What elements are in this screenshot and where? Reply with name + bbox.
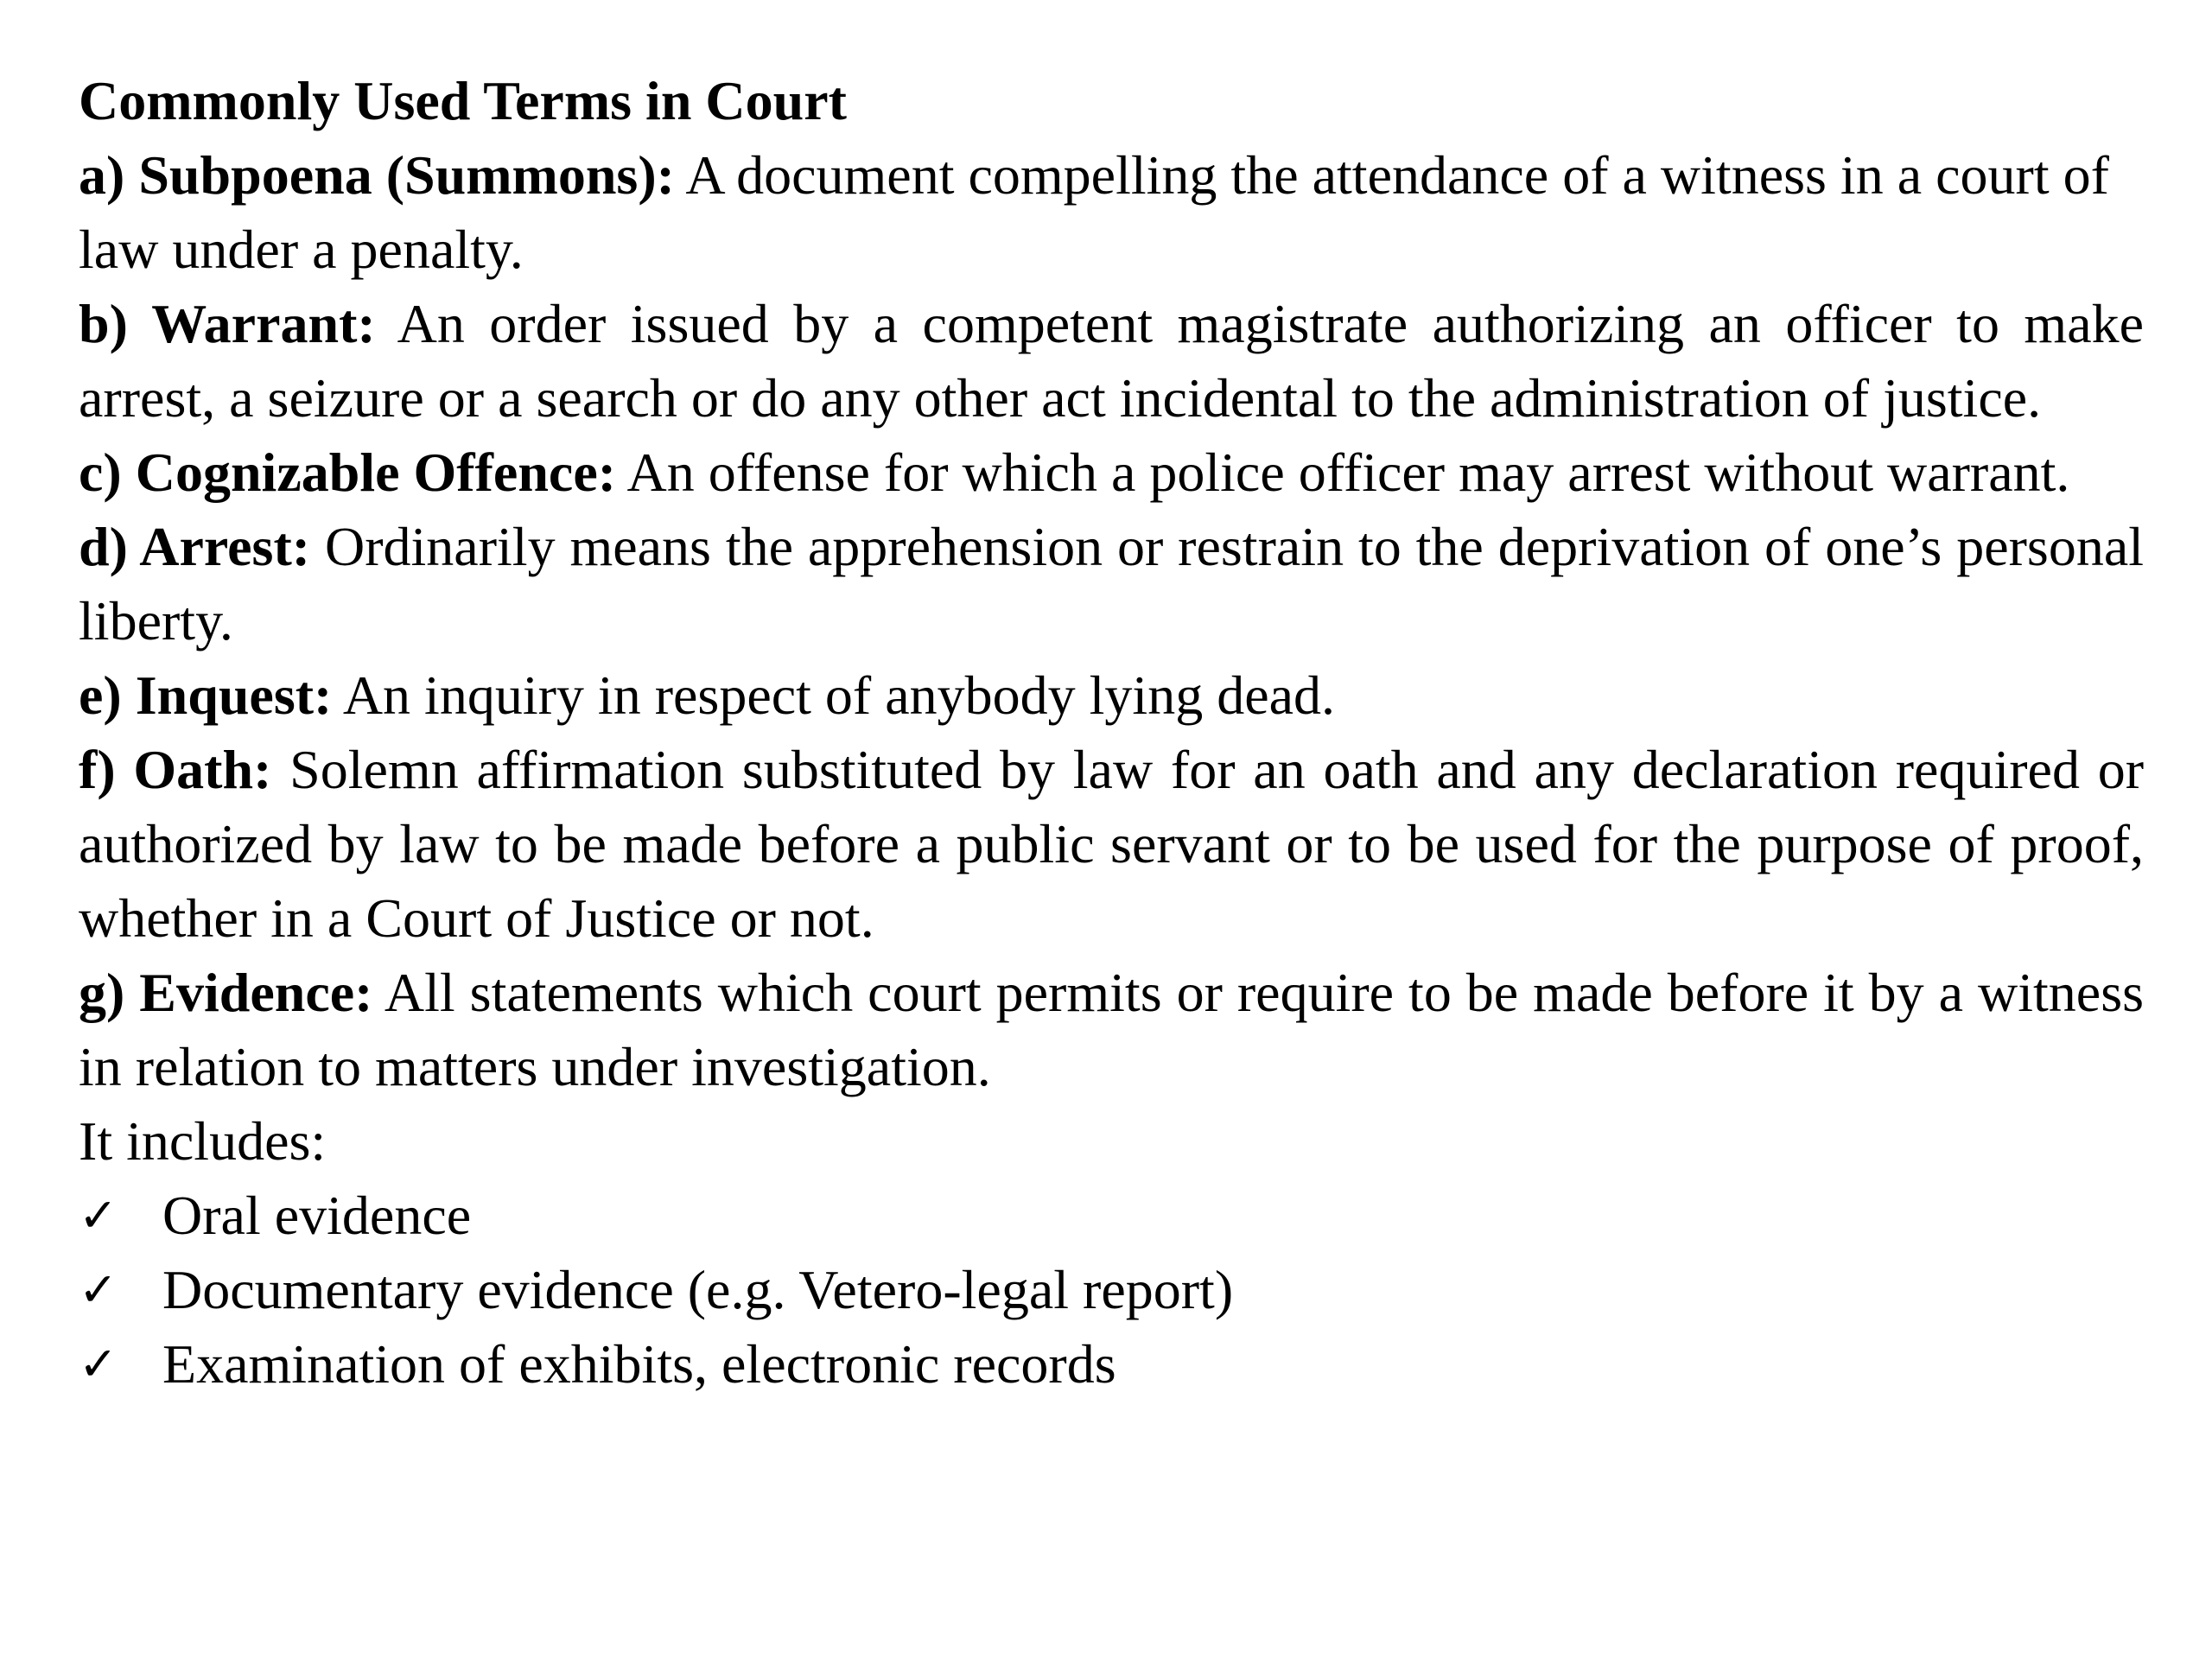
term-label: a) Subpoena (Summons): bbox=[79, 144, 675, 206]
checkmark-icon: ✓ bbox=[79, 1262, 118, 1317]
list-item bbox=[79, 1327, 2144, 1402]
term-label: g) Evidence: bbox=[79, 962, 373, 1023]
list-item bbox=[79, 1253, 2144, 1327]
term-definition: An order issued by a competent magistrate authorizing an officer to make arrest, a seizure or a search or do any other act incidental to the administration of justice. bbox=[79, 293, 2145, 429]
checkmark-icon: ✓ bbox=[79, 1337, 118, 1391]
list-item-text: Oral evidence bbox=[162, 1185, 472, 1246]
term-label: f) Oath: bbox=[79, 739, 272, 800]
includes-label: It includes: bbox=[79, 1110, 327, 1172]
term-arrest bbox=[79, 510, 2144, 658]
list-item-text: Documentary evidence (e.g. Vetero-legal report) bbox=[162, 1259, 1234, 1320]
page-title: Commonly Used Terms in Court bbox=[79, 70, 847, 131]
term-label: c) Cognizable Offence: bbox=[79, 442, 617, 503]
term-cognizable-offence bbox=[79, 435, 2144, 510]
term-label: b) Warrant: bbox=[79, 293, 376, 354]
list-item-text: Examination of exhibits, electronic records bbox=[162, 1333, 1116, 1395]
term-definition: A document compelling the attendance of a witness in a court of law under a penalty. bbox=[79, 144, 2109, 280]
term-definition: Ordinarily means the apprehension or restrain to the deprivation of one’s personal liberty. bbox=[79, 516, 2145, 652]
checkmark-icon: ✓ bbox=[79, 1188, 118, 1243]
term-definition: Solemn affirmation substituted by law for an oath and any declaration required or authorized by law to be made before a public servant or to be used for the purpose of proof, whether in a Court of Justice or not. bbox=[79, 739, 2144, 949]
term-label: d) Arrest: bbox=[79, 516, 311, 577]
term-subpoena bbox=[79, 138, 2144, 287]
term-definition: All statements which court permits or require to be made before it by a witness in relation to matters under investigation. bbox=[79, 962, 2144, 1097]
term-definition: An inquiry in respect of anybody lying dead. bbox=[342, 664, 1335, 726]
term-evidence bbox=[79, 956, 2144, 1104]
term-inquest bbox=[79, 658, 2144, 733]
term-warrant bbox=[79, 287, 2144, 435]
list-item bbox=[79, 1179, 2144, 1253]
term-oath bbox=[79, 733, 2144, 956]
evidence-checklist bbox=[79, 1179, 2144, 1402]
term-label: e) Inquest: bbox=[79, 664, 333, 726]
term-definition: An offense for which a police officer may arrest without warrant. bbox=[626, 442, 2070, 503]
document-page bbox=[79, 64, 2144, 1402]
